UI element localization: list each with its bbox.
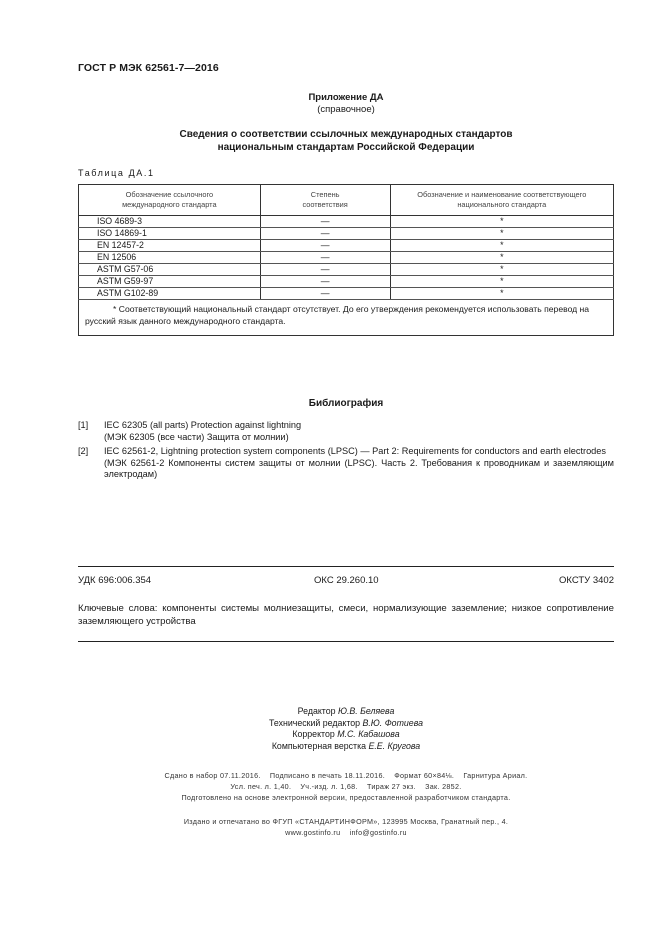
table-row — [79, 288, 614, 300]
cell-national: * — [390, 216, 613, 228]
credit-line — [78, 706, 614, 718]
divider — [78, 641, 614, 642]
annex-heading-line2: национальным стандартам Российской Федерации — [217, 142, 475, 153]
credit-name: В.Ю. Фотиева — [362, 717, 423, 728]
cell-national: * — [390, 288, 613, 300]
cell-national: * — [390, 252, 613, 264]
header-degree: Степень соответствия — [260, 185, 390, 216]
annex-title: Приложение ДА — [308, 92, 384, 103]
credit-role: Корректор — [292, 729, 335, 739]
cell-standard: EN 12506 — [79, 252, 261, 264]
cell-national: * — [390, 228, 613, 240]
table-row — [79, 264, 614, 276]
cell-standard: ASTM G59-97 — [79, 276, 261, 288]
cell-degree: — — [260, 276, 390, 288]
bibliography-number: [2] — [78, 446, 89, 456]
cell-standard: ISO 14869-1 — [79, 228, 261, 240]
cell-national: * — [390, 276, 613, 288]
table-footnote: * Соответствующий национальный стандарт отсутствует. До его утверждения рекомендуется использовать перевод на русский язык данного международного стандарта. — [79, 300, 614, 336]
bibliography-item — [78, 420, 614, 444]
bibliography-item — [78, 446, 614, 494]
credit-role: Редактор — [297, 706, 336, 716]
udk-code: УДК 696:006.354 — [78, 575, 152, 586]
cell-degree: — — [260, 228, 390, 240]
bibliography-translation: (МЭК 62561-2 Компоненты систем защиты от молнии (LPSC). Часть 2. Требования к проводникам и заземляющим электродам) — [104, 457, 614, 479]
cell-standard: EN 12457-2 — [79, 240, 261, 252]
cell-degree: — — [260, 252, 390, 264]
annex-heading-line1: Сведения о соответствии ссылочных международных стандартов — [179, 129, 513, 140]
annex-heading — [78, 128, 614, 154]
table-row — [79, 276, 614, 288]
imprint-line: Подготовлено на основе электронной версии, предоставленной разработчиком стандарта. — [181, 793, 511, 802]
bibliography-title: Библиография — [308, 398, 384, 409]
cell-degree: — — [260, 264, 390, 276]
correspondence-table — [78, 184, 614, 336]
divider — [78, 566, 614, 567]
credit-line — [78, 718, 614, 730]
credit-name: М.С. Кабашова — [337, 729, 400, 739]
table-label: Таблица ДА.1 — [78, 168, 155, 178]
bibliography-translation: (МЭК 62305 (все части) Защита от молнии) — [104, 431, 289, 442]
bibliography-original: IEC 62305 (all parts) Protection against lightning — [104, 420, 302, 430]
table-row — [79, 216, 614, 228]
header-intl-standard: Обозначение ссылочного международного стандарта — [79, 185, 261, 216]
cell-national: * — [390, 264, 613, 276]
credit-line — [78, 729, 614, 741]
bibliography-text — [104, 446, 614, 481]
imprint-line: Издано и отпечатано во ФГУП «СТАНДАРТИНФОРМ», 123995 Москва, Гранатный пер., 4. — [183, 817, 509, 826]
header-national-standard: Обозначение и наименование соответствующего национального стандарта — [390, 185, 613, 216]
credits — [78, 706, 614, 752]
cell-degree: — — [260, 240, 390, 252]
credit-role: Технический редактор — [269, 717, 361, 728]
credit-name: Е.Е. Кругова — [368, 740, 421, 751]
cell-degree: — — [260, 216, 390, 228]
table-note-row — [79, 300, 614, 336]
bibliography-text — [104, 420, 614, 443]
oks-code: ОКС 29.260.10 — [314, 575, 379, 586]
cell-standard: ASTM G102-89 — [79, 288, 261, 300]
credit-line — [78, 741, 614, 753]
table-row — [79, 240, 614, 252]
imprint-line: www.gostinfo.ru info@gostinfo.ru — [285, 828, 407, 837]
cell-standard: ASTM G57-06 — [79, 264, 261, 276]
cell-national: * — [390, 240, 613, 252]
table-header-row — [79, 185, 614, 216]
credit-role: Компьютерная верстка — [271, 740, 367, 751]
bibliography-original: IEC 62561-2, Lightning protection system components (LPSC) — Part 2: Requirements for conductors and earth electrodes — [104, 446, 606, 456]
table-row — [79, 252, 614, 264]
credit-name: Ю.В. Беляева — [337, 706, 395, 716]
imprint-line: Усл. печ. л. 1,40. Уч.-изд. л. 1,68. Тираж 27 экз. Зак. 2852. — [230, 782, 462, 791]
cell-degree: — — [260, 288, 390, 300]
document-code: ГОСТ Р МЭК 62561-7—2016 — [78, 62, 219, 74]
bibliography-number: [1] — [78, 420, 89, 430]
imprint-line: Сдано в набор 07.11.2016. Подписано в печать 18.11.2016. Формат 60×84⅛. Гарнитура Ариал. — [164, 771, 528, 780]
keywords: Ключевые слова: компоненты системы молниезащиты, смеси, нормализующие заземление; низкое сопротивление заземляющего устройства — [78, 603, 614, 627]
table-row — [79, 228, 614, 240]
cell-standard: ISO 4689-3 — [79, 216, 261, 228]
annex-subtitle: (справочное) — [317, 104, 375, 115]
okstu-code: ОКСТУ 3402 — [559, 575, 614, 586]
